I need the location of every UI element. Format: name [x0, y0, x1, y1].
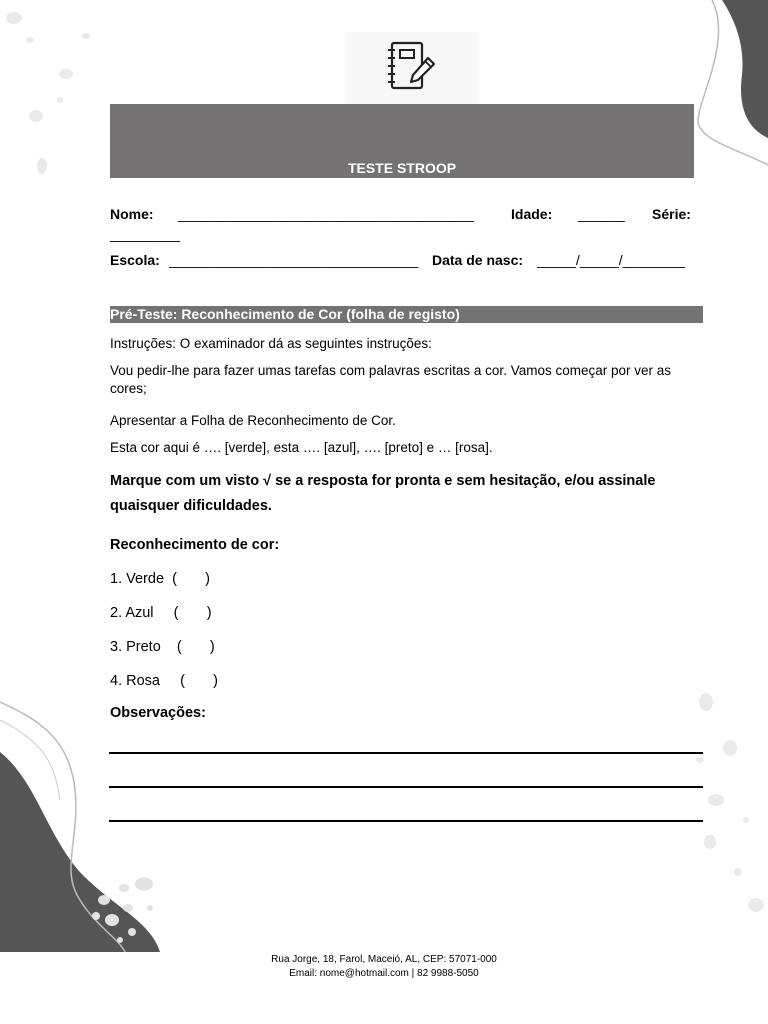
footer	[0, 953, 768, 981]
instructions-text: Instruções: O examinador dá as seguintes instruções:	[110, 336, 432, 351]
observations-heading: Observações:	[110, 705, 206, 721]
notebook-pen-icon	[384, 40, 440, 97]
nasc-field[interactable]: _____/_____/________	[537, 252, 685, 268]
idade-label: Idade:	[511, 206, 553, 222]
instructions-paragraph: Vou pedir-lhe para fazer umas tarefas com palavras escritas a cor. Vamos começar por ver as cores;	[110, 363, 671, 396]
list-item[interactable]: 4. Rosa ( )	[110, 673, 218, 689]
idade-field[interactable]: ______	[578, 206, 625, 222]
present-sheet-text: Apresentar a Folha de Reconhecimento de Cor.	[110, 413, 396, 428]
escola-label: Escola:	[110, 252, 160, 268]
list-item[interactable]: 1. Verde ( )	[110, 571, 210, 587]
recognition-heading: Reconhecimento de cor:	[110, 537, 280, 553]
page-title: TESTE STROOP	[347, 160, 457, 176]
footer-contact: Email: nome@hotmail.com | 82 9988-5050	[289, 968, 479, 979]
escola-field[interactable]: ________________________________	[169, 252, 419, 268]
nome-field[interactable]: ______________________________________	[178, 206, 474, 222]
observation-line[interactable]	[109, 820, 703, 822]
serie-field[interactable]: _________	[110, 226, 181, 242]
section-title: Pré-Teste: Reconhecimento de Cor (folha de registo)	[110, 306, 460, 322]
footer-address: Rua Jorge, 18, Farol, Maceió, AL, CEP: 57071-000	[271, 954, 497, 965]
observation-line[interactable]	[109, 752, 703, 754]
serie-label: Série:	[652, 206, 691, 222]
nome-label: Nome:	[110, 206, 154, 222]
logo	[346, 32, 478, 104]
nasc-label: Data de nasc:	[432, 252, 524, 268]
section-band	[110, 306, 703, 323]
colors-example-text: Esta cor aqui é …. [verde], esta …. [azul], …. [preto] e … [rosa].	[110, 440, 493, 455]
list-item[interactable]: 2. Azul ( )	[110, 605, 212, 621]
title-band	[110, 104, 694, 178]
list-item[interactable]: 3. Preto ( )	[110, 639, 215, 655]
mark-instruction: Marque com um visto √ se a resposta for pronta e sem hesitação, e/ou assinale quaisquer dificuldades.	[110, 473, 656, 514]
observation-line[interactable]	[109, 786, 703, 788]
